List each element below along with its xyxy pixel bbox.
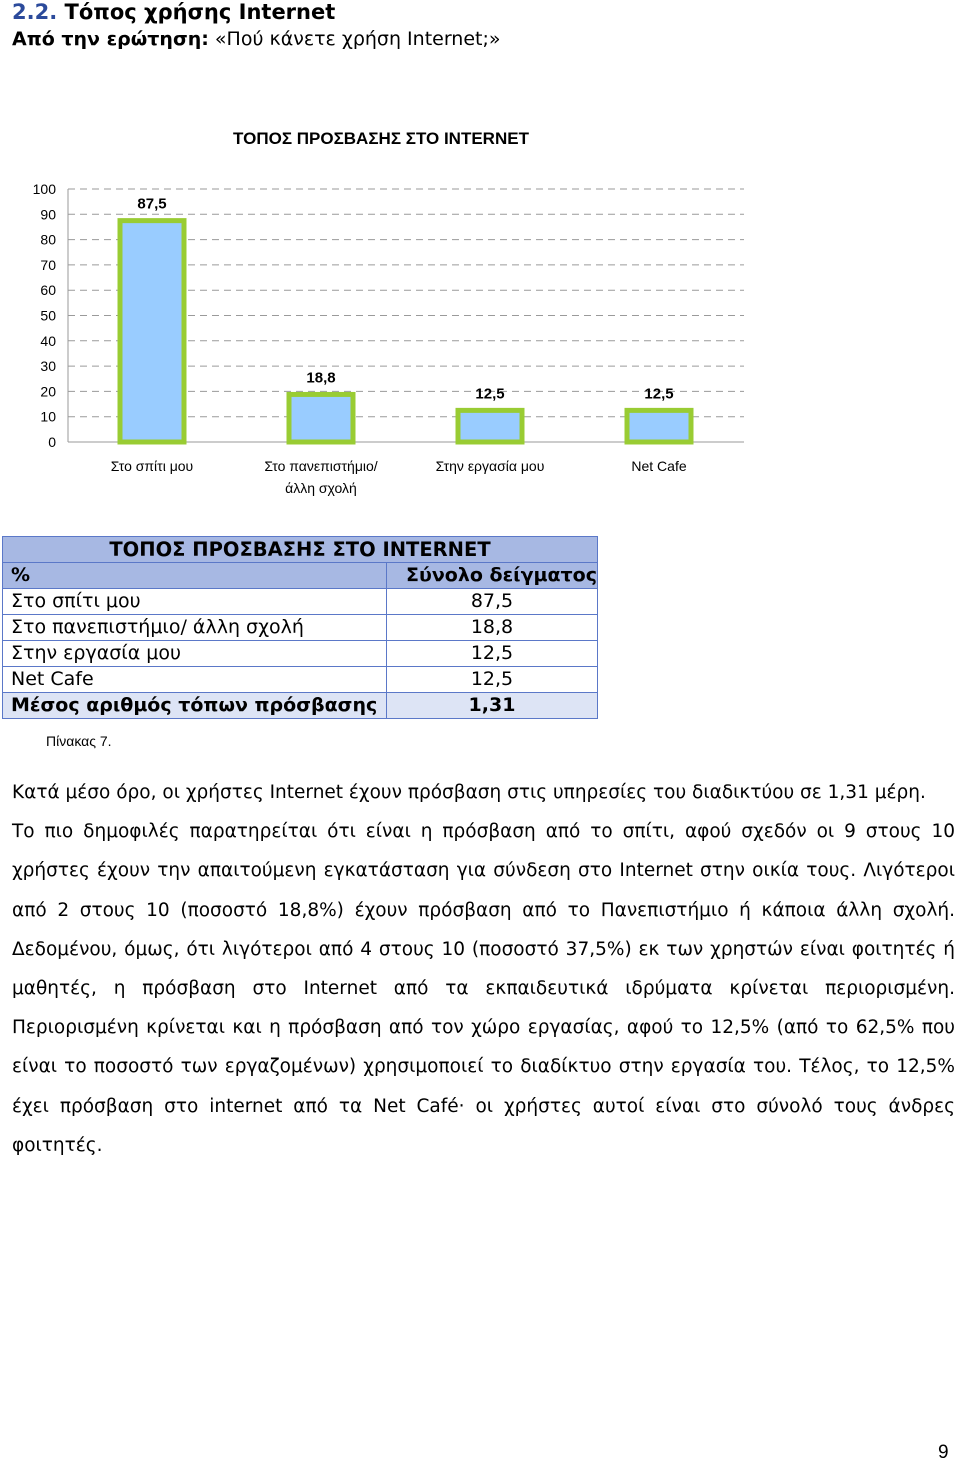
- y-tick-label: 30: [40, 358, 56, 375]
- bar: [120, 221, 184, 442]
- access-table: [2, 536, 598, 719]
- y-tick-label: 100: [32, 181, 56, 197]
- row-value: 12,5: [387, 667, 598, 693]
- data-label: 12,5: [475, 385, 505, 403]
- data-label: 12,5: [644, 385, 674, 403]
- y-tick-label: 10: [40, 408, 56, 425]
- table-header-label: %: [3, 563, 387, 589]
- data-label: 87,5: [137, 195, 167, 213]
- table-caption: Πίνακας 7.: [46, 733, 112, 749]
- question-prefix: Από την ερώτηση:: [12, 28, 209, 50]
- section-heading: [12, 0, 335, 24]
- row-label: Στο σπίτι μου: [3, 589, 387, 615]
- question-line: [12, 28, 501, 50]
- y-tick-label: 60: [40, 282, 56, 299]
- section-title: Τόπος χρήσης Internet: [64, 0, 336, 24]
- x-tick-label: Στο πανεπιστήμιο/: [264, 458, 378, 474]
- section-number: 2.2.: [12, 0, 58, 24]
- table-header-value: Σύνολο δείγματος: [387, 563, 598, 589]
- data-label: 18,8: [306, 369, 336, 387]
- bar-chart: [0, 112, 760, 502]
- y-tick-label: 50: [40, 307, 56, 324]
- paragraph: Κατά μέσο όρο, οι χρήστες Internet έχουν πρόσβαση στις υπηρεσίες του διαδικτύου σε 1,31 μέρη.: [12, 782, 926, 803]
- row-value: 12,5: [387, 641, 598, 667]
- y-tick-label: 70: [40, 256, 56, 273]
- row-label: Στο πανεπιστήμιο/ άλλη σχολή: [3, 615, 387, 641]
- x-tick-label: Στην εργασία μου: [435, 458, 545, 474]
- body-text: [12, 773, 955, 1165]
- average-label: Μέσος αριθμός τόπων πρόσβασης: [3, 693, 387, 719]
- x-tick-label: Net Cafe: [631, 458, 687, 474]
- x-tick-label: Στο σπίτι μου: [110, 458, 194, 474]
- table-row: [3, 589, 598, 615]
- table-title: ΤΟΠΟΣ ΠΡΟΣΒΑΣΗΣ ΣΤΟ INTERNET: [3, 537, 598, 563]
- row-label: Στην εργασία μου: [3, 641, 387, 667]
- row-label: Net Cafe: [3, 667, 387, 693]
- average-row: [3, 693, 598, 719]
- bar: [458, 410, 522, 442]
- chart-title: ΤΟΠΟΣ ΠΡΟΣΒΑΣΗΣ ΣΤΟ INTERNET: [233, 129, 529, 148]
- page-number: 9: [938, 1442, 949, 1463]
- bar: [289, 394, 353, 442]
- paragraph: Το πιο δημοφιλές παρατηρείται ότι είναι η πρόσβαση από το σπίτι, αφού σχεδόν οι 9 στους 10 χρήστες έχουν την απαιτούμενη εγκατάσταση για σύνδεση στο Internet στην οικία τους. Λιγότεροι από 2 στους 10 (ποσοστό 18,8%) έχουν πρόσβαση από το Πανεπιστήμιο ή κάποια άλλη σχολή. Δεδομένου, όμως, ότι λιγότεροι από 4 στους 10 (ποσοστό 37,5%) εκ των χρηστών είναι φοιτητές ή μαθητές, η πρόσβαση στο Internet από τα εκπαιδευτικά ιδρύματα κρίνεται περιορισμένη. Περιορισμένη κρίνεται και η πρόσβαση από τον χώρο εργασίας, αφού το 12,5% (από το 62,5% που είναι το ποσοστό των εργαζομένων) χρησιμοποιεί το διαδίκτυο στην εργασία του. Τέλος, το 12,5% έχει πρόσβαση στο internet από τα Net Café· οι χρήστες αυτοί είναι στο σύνολό τους άνδρες φοιτητές.: [12, 821, 955, 1156]
- table-row: [3, 667, 598, 693]
- y-tick-label: 90: [40, 206, 56, 223]
- y-tick-label: 80: [40, 231, 56, 248]
- average-value: 1,31: [387, 693, 598, 719]
- row-value: 18,8: [387, 615, 598, 641]
- y-tick-label: 40: [40, 332, 56, 349]
- table-row: [3, 641, 598, 667]
- x-tick-label: άλλη σχολή: [285, 480, 357, 496]
- table-row: [3, 615, 598, 641]
- row-value: 87,5: [387, 589, 598, 615]
- question-text: «Πού κάνετε χρήση Internet;»: [214, 28, 501, 50]
- y-tick-label: 20: [40, 383, 56, 400]
- y-tick-label: 0: [48, 434, 56, 450]
- bar: [627, 410, 691, 442]
